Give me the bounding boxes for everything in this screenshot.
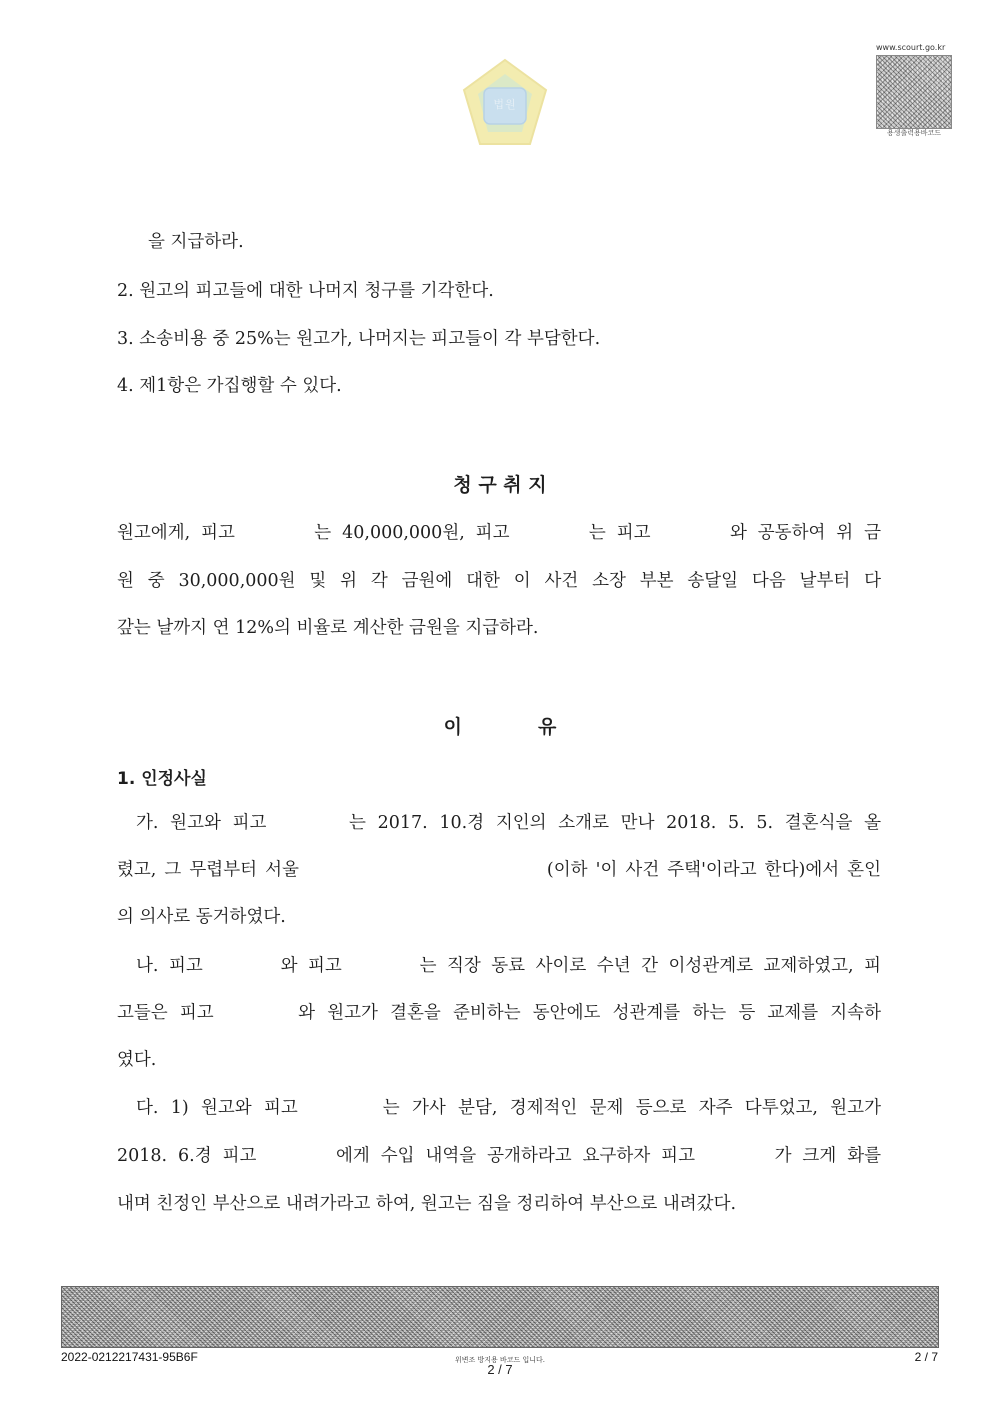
facts-heading: 1. 인정사실 xyxy=(117,769,207,789)
order-line: 2. 원고의 피고들에 대한 나머지 청구를 기각한다. xyxy=(117,281,494,301)
claim-line: 갚는 날까지 연 12%의 비율로 계산한 금원을 지급하라. xyxy=(117,618,539,638)
facts-line: 가. 원고와 피고 는 2017. 10.경 지인의 소개로 만나 2018. 5. 5. 결혼식을 올 xyxy=(136,813,881,833)
claim-line: 원고에게, 피고 는 40,000,000원, 피고 는 피고 와 공동하여 위 금 xyxy=(117,523,881,543)
order-line: 4. 제1항은 가집행할 수 있다. xyxy=(117,376,342,396)
page-number-center: 2 / 7 xyxy=(487,1362,513,1377)
facts-line: 였다. xyxy=(117,1050,157,1070)
qr-caption: 용생출력용바코드 xyxy=(886,129,942,137)
qr-code-icon xyxy=(876,55,952,129)
facts-line: 나. 피고 와 피고 는 직장 동료 사이로 수년 간 이성관계로 교제하였고, 피 xyxy=(136,956,881,976)
facts-line: 의 의사로 동거하였다. xyxy=(117,907,286,927)
order-line: 3. 소송비용 중 25%는 원고가, 나머지는 피고들이 각 부담한다. xyxy=(117,329,601,349)
facts-line: 내며 친정인 부산으로 내려가라고 하여, 원고는 짐을 정리하여 부산으로 내려갔다. xyxy=(117,1194,737,1214)
seal-label: 법원 xyxy=(493,98,517,111)
reason-heading: 이 유 xyxy=(443,716,557,738)
anti-forgery-barcode xyxy=(61,1286,939,1348)
claim-heading: 청 구 취 지 xyxy=(453,474,547,496)
document-id: 2022-0212217431-95B6F xyxy=(61,1350,198,1364)
facts-line: 다. 1) 원고와 피고 는 가사 분담, 경제적인 문제 등으로 자주 다투었고, 원고가 xyxy=(136,1098,881,1118)
facts-line: 렸고, 그 무렵부터 서울 (이하 '이 사건 주택'이라고 한다)에서 혼인 xyxy=(117,860,881,880)
page-number-right: 2 / 7 xyxy=(914,1350,938,1364)
barcode-note: 위변조 방지용 바코드 입니다. xyxy=(454,1356,546,1364)
site-url: www.scourt.go.kr xyxy=(876,43,946,52)
order-line: 을 지급하라. xyxy=(148,232,244,252)
facts-line: 고들은 피고 와 원고가 결혼을 준비하는 동안에도 성관계를 하는 등 교제를 지속하 xyxy=(117,1003,881,1023)
facts-line: 2018. 6.경 피고 에게 수입 내역을 공개하라고 요구하자 피고 가 크게 화를 xyxy=(117,1146,881,1166)
claim-line: 원 중 30,000,000원 및 위 각 금원에 대한 이 사건 소장 부본 송달일 다음 날부터 다 xyxy=(117,571,881,591)
